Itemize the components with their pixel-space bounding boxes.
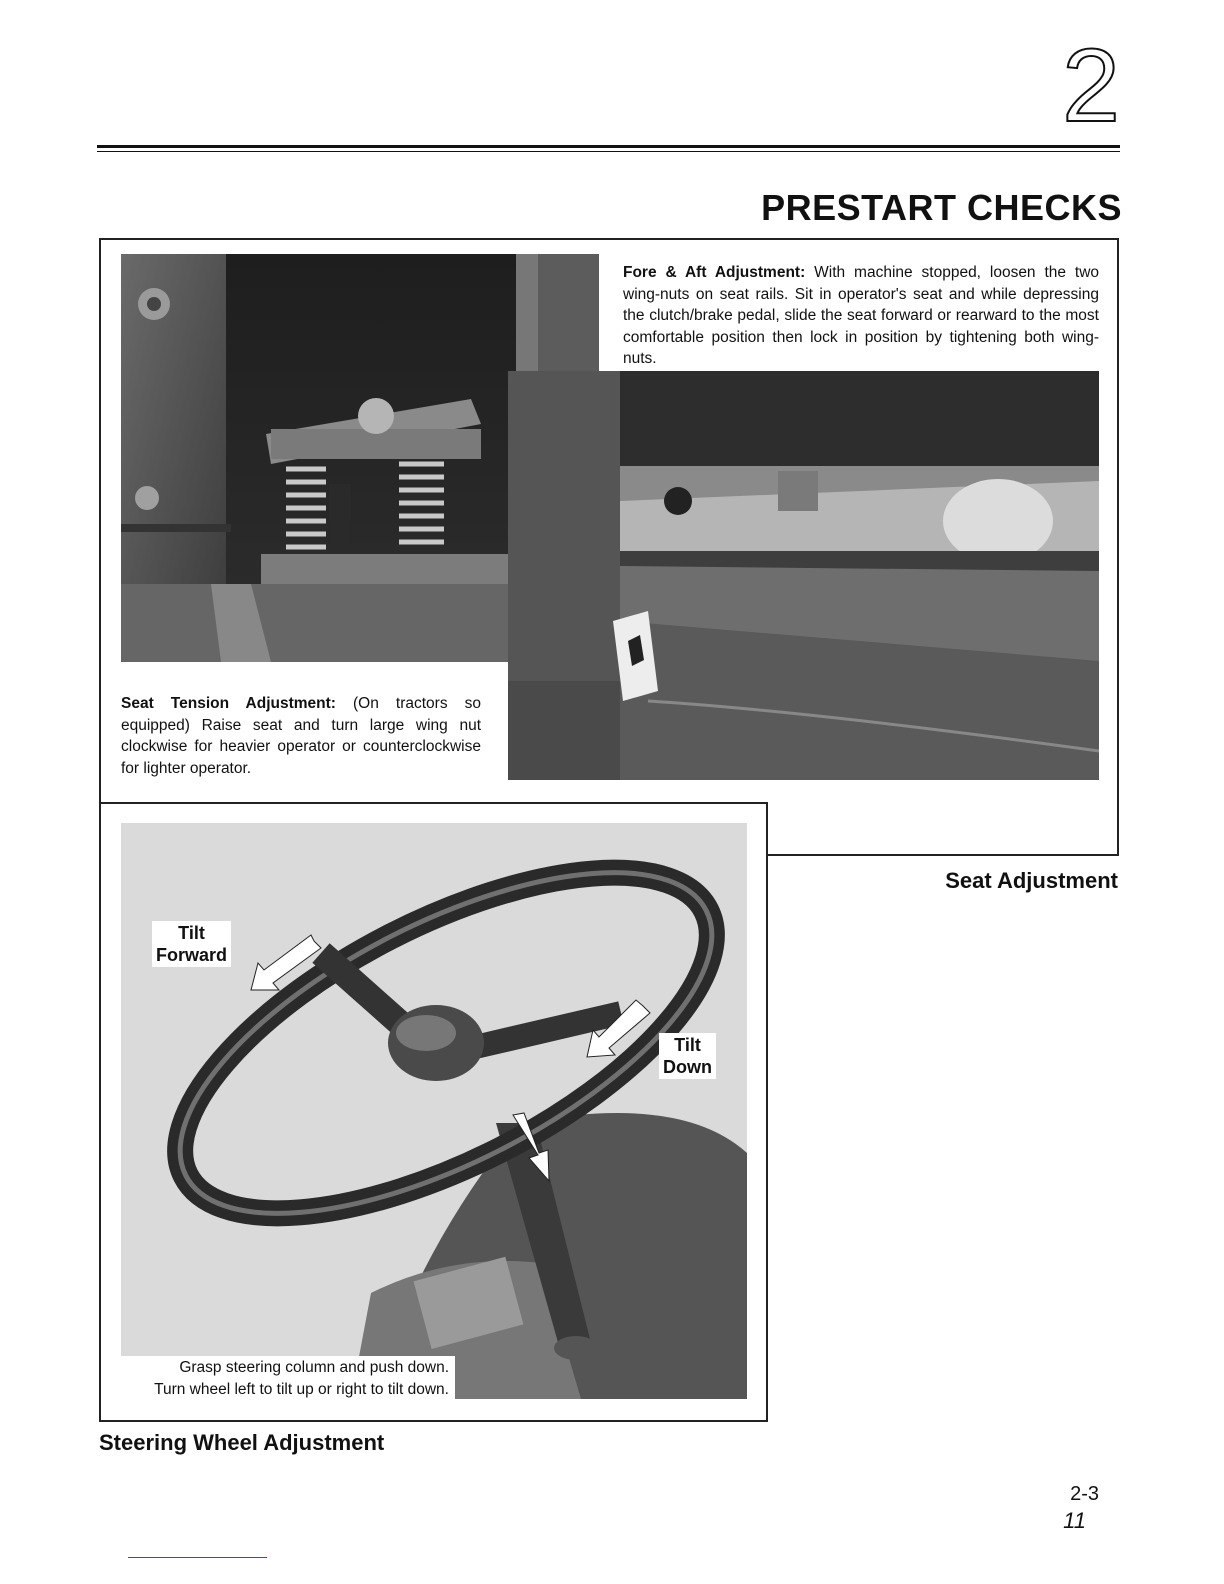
- steering-caption: [121, 1356, 455, 1401]
- header-rule: [97, 145, 1120, 148]
- tilt-down-label-line1: Tilt: [674, 1035, 701, 1055]
- seat-tension-body: (On tractors so equipped) Raise seat and turn large wing nut clockwise for heavier operator or counterclockwise for lighter operator.: [121, 695, 482, 777]
- steering-wheel-photo: [121, 823, 747, 1399]
- chapter-number: 2: [1062, 28, 1120, 144]
- steering-adjustment-title: Steering Wheel Adjustment: [99, 1430, 385, 1455]
- tilt-forward-label-line1: Tilt: [178, 923, 205, 943]
- seat-tension-heading: Seat Tension Adjustment:: [121, 695, 336, 712]
- fore-aft-body: With machine stopped, loosen the two wing-nuts on seat rails. Sit in operator's seat and while depressing the clutch/brake pedal, slide the seat forward or rearward to the most comfortable position then lock in position by tightening both wing-nuts.: [623, 264, 1100, 367]
- page-handwritten-mark: 11: [1063, 1508, 1086, 1533]
- page-number: 2-3: [1070, 1483, 1099, 1505]
- steering-caption-line2: Turn wheel left to tilt up or right to tilt down.: [154, 1380, 449, 1398]
- seat-tension-instructions: [121, 693, 481, 779]
- steering-caption-line1: Grasp steering column and push down.: [179, 1359, 449, 1376]
- tilt-down-label-line2: Down: [663, 1057, 712, 1077]
- fore-aft-heading: Fore & Aft Adjustment:: [623, 264, 806, 281]
- bottom-link-line: [128, 1557, 267, 1558]
- tilt-forward-label-line2: Forward: [156, 945, 228, 965]
- seat-rails-photo: [508, 371, 1099, 780]
- tilt-down-label: [659, 1033, 716, 1079]
- fore-aft-instructions: [623, 262, 1099, 370]
- seat-adjustment-title: Seat Adjustment: [945, 868, 1118, 893]
- tilt-forward-label: [152, 921, 231, 967]
- section-title: PRESTART CHECKS: [761, 187, 1122, 228]
- header-rule-thin: [97, 151, 1120, 152]
